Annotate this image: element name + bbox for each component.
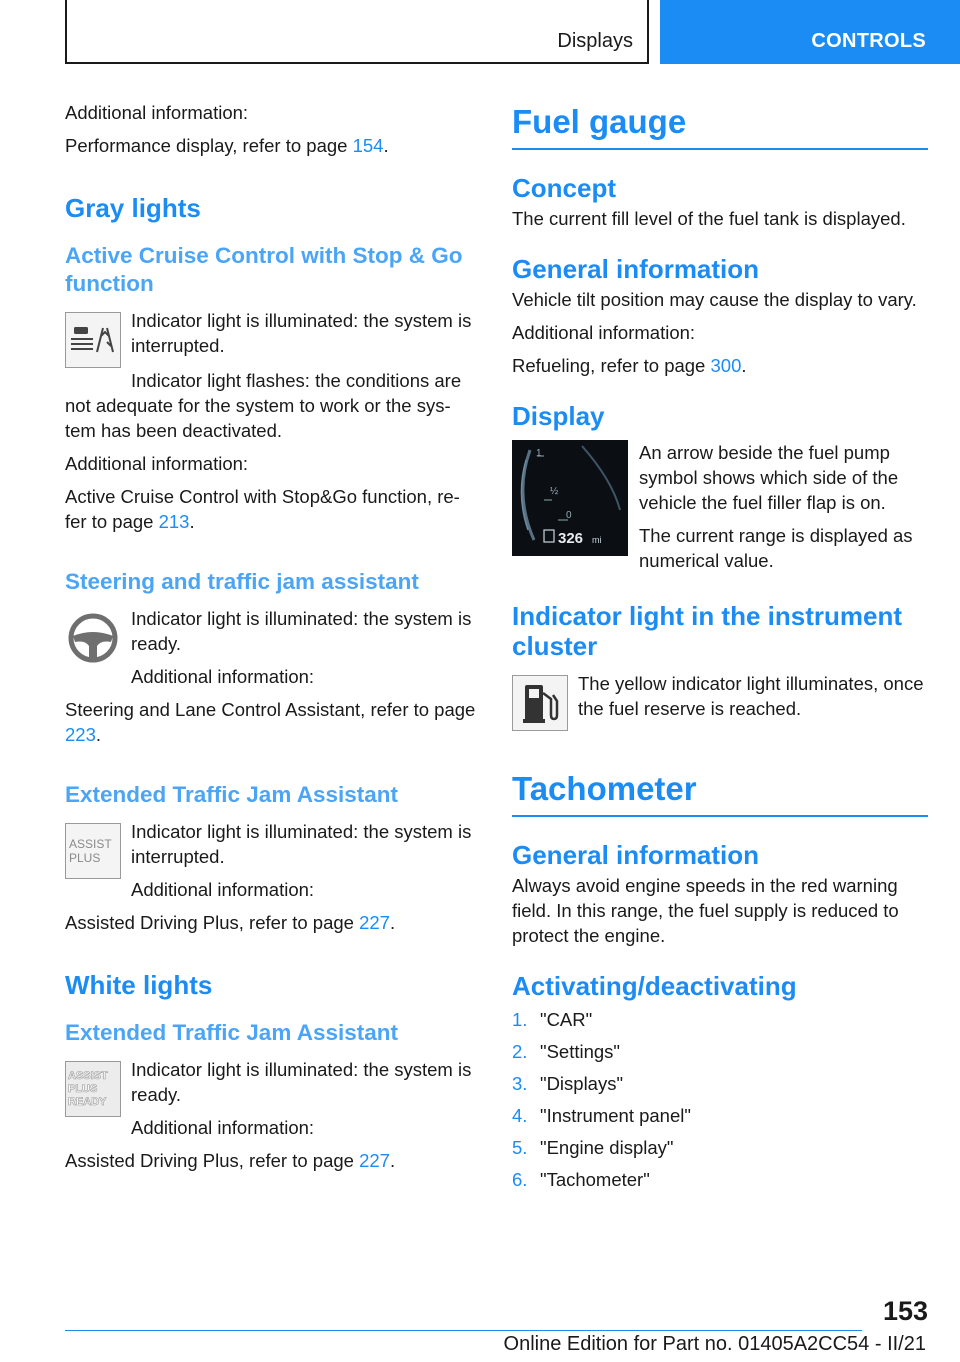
general-info-reference: Refueling, refer to page 300. bbox=[512, 355, 747, 376]
page-number: 153 bbox=[882, 1296, 928, 1326]
indicator-light-text: The yellow indicator light illuminates, once the fuel reserve is reached. bbox=[578, 673, 924, 719]
white-lights-heading: White lights bbox=[65, 970, 213, 1000]
step-item bbox=[512, 1008, 928, 1032]
footer-edition: Online Edition for Part no. 01405A2CC54 - II/21 bbox=[503, 1333, 926, 1355]
sta-indicator-row bbox=[65, 606, 477, 697]
etja-gray-additional: Additional information: bbox=[131, 879, 315, 900]
assist-plus-gray-icon-line2: PLUS bbox=[69, 851, 101, 865]
etja-gray-indicator-row bbox=[65, 819, 477, 910]
sta-additional: Additional information: bbox=[131, 666, 315, 687]
display-heading: Display bbox=[512, 401, 605, 431]
general-info-reference-text: Refueling, refer to page bbox=[512, 355, 711, 376]
header-chapter-title: CONTROLS bbox=[811, 30, 926, 52]
fuel-pump-icon bbox=[512, 675, 568, 731]
step-number: 6. bbox=[512, 1169, 528, 1190]
acc-additional: Additional information: bbox=[65, 453, 249, 474]
header-chapter-tab bbox=[660, 0, 960, 64]
steering-wheel-icon bbox=[65, 610, 121, 666]
gauge-tick-1: 1 bbox=[536, 448, 542, 459]
step-item bbox=[512, 1136, 928, 1160]
step-item bbox=[512, 1072, 928, 1096]
general-info-heading: General information bbox=[512, 254, 760, 284]
etja-white-reference-text: Assisted Driving Plus, refer to page bbox=[65, 1150, 360, 1171]
etja-gray-reference-text: Assisted Driving Plus, refer to page bbox=[65, 912, 360, 933]
intro-reference-text: Performance display, refer to page bbox=[65, 135, 353, 156]
activation-steps bbox=[512, 1008, 928, 1192]
header-section-box bbox=[65, 0, 649, 64]
step-number: 4. bbox=[512, 1105, 528, 1126]
step-text: "CAR" bbox=[540, 1009, 593, 1030]
fuel-gauge-heading: Fuel gauge bbox=[512, 102, 928, 150]
acc-text-2: Indicator light flashes: the conditions are not adequate for the system to work or the sys‐tem has been deactivated. bbox=[65, 370, 462, 441]
gauge-range-unit: mi bbox=[592, 535, 602, 545]
acc-reference: Active Cruise Control with Stop&Go function, re‐fer to page 213. bbox=[65, 486, 460, 532]
page-link-213[interactable]: 213 bbox=[158, 511, 190, 532]
gauge-tick-half: ½ bbox=[550, 486, 559, 497]
general-info-additional: Additional information: bbox=[512, 322, 696, 343]
indicator-light-heading: Indicator light in the instrument cluster bbox=[512, 601, 902, 661]
step-item bbox=[512, 1104, 928, 1128]
assist-ready-icon-line1: ASSIST bbox=[68, 1069, 108, 1082]
step-text: "Instrument panel" bbox=[540, 1105, 691, 1126]
etja-white-reference: Assisted Driving Plus, refer to page 227. bbox=[65, 1150, 396, 1171]
page-link-154[interactable]: 154 bbox=[352, 135, 384, 156]
right-column bbox=[512, 102, 928, 1200]
tachometer-heading: Tachometer bbox=[512, 769, 928, 817]
assist-ready-icon-line3: READY bbox=[68, 1095, 107, 1108]
fuel-indicator-row bbox=[512, 671, 928, 731]
acc-indicator-row bbox=[65, 308, 477, 368]
acc-text-1: Indicator light is illuminated: the system is interrupted. bbox=[131, 310, 472, 356]
intro-reference: Performance display, refer to page 154. bbox=[65, 135, 389, 156]
page-link-227-b[interactable]: 227 bbox=[359, 1150, 390, 1171]
sta-text-1: Indicator light is illuminated: the system is ready. bbox=[131, 608, 472, 654]
concept-heading: Concept bbox=[512, 173, 616, 203]
step-text: "Displays" bbox=[540, 1073, 624, 1094]
step-item bbox=[512, 1040, 928, 1064]
sta-heading: Steering and traffic jam assistant bbox=[65, 569, 419, 594]
activating-heading: Activating/deactivating bbox=[512, 971, 797, 1001]
fuel-gauge-image bbox=[512, 440, 628, 556]
gray-lights-heading: Gray lights bbox=[65, 193, 201, 223]
general-info-text: Vehicle tilt position may cause the display to vary. bbox=[512, 289, 917, 310]
sta-reference-text: Steering and Lane Control Assistant, refer to page bbox=[65, 699, 476, 720]
etja-gray-reference: Assisted Driving Plus, refer to page 227. bbox=[65, 912, 396, 933]
acc-indicator-icon bbox=[65, 312, 121, 368]
step-number: 2. bbox=[512, 1041, 528, 1062]
display-text-1: An arrow beside the fuel pump symbol shows which side of the vehicle the fuel filler flap is on. bbox=[639, 442, 899, 513]
sta-reference: Steering and Lane Control Assistant, refer to page 223. bbox=[65, 699, 476, 745]
step-text: "Tachometer" bbox=[540, 1169, 650, 1190]
step-item bbox=[512, 1168, 928, 1192]
acc-heading: Active Cruise Control with Stop & Go function bbox=[65, 243, 463, 296]
step-number: 5. bbox=[512, 1137, 528, 1158]
footer-divider bbox=[65, 1330, 862, 1331]
acc-reference-text: Active Cruise Control with Stop&Go function, re‐fer to page bbox=[65, 486, 460, 532]
tacho-general-heading: General information bbox=[512, 840, 760, 870]
page-link-300[interactable]: 300 bbox=[710, 355, 742, 376]
assist-plus-ready-icon bbox=[65, 1061, 121, 1117]
display-text-2: The current range is displayed as numerical value. bbox=[639, 525, 913, 571]
step-number: 3. bbox=[512, 1073, 528, 1094]
left-column bbox=[65, 100, 477, 1181]
gauge-range-value: 326 bbox=[558, 530, 584, 547]
step-number: 1. bbox=[512, 1009, 528, 1030]
tacho-general-text: Always avoid engine speeds in the red warning field. In this range, the fuel supply is reduced to protect the engine. bbox=[512, 875, 899, 946]
intro-additional: Additional information: bbox=[65, 102, 249, 123]
assist-plus-gray-icon bbox=[65, 823, 121, 879]
header-section-title: Displays bbox=[557, 30, 633, 52]
step-text: "Settings" bbox=[540, 1041, 620, 1062]
step-text: "Engine display" bbox=[540, 1137, 674, 1158]
display-row bbox=[512, 440, 928, 581]
concept-text: The current fill level of the fuel tank is displayed. bbox=[512, 208, 906, 229]
etja-white-heading: Extended Traffic Jam Assistant bbox=[65, 1020, 399, 1045]
etja-gray-text-1: Indicator light is illuminated: the system is interrupted. bbox=[131, 821, 472, 867]
etja-white-indicator-row bbox=[65, 1057, 477, 1148]
page-link-227-a[interactable]: 227 bbox=[359, 912, 390, 933]
etja-white-additional: Additional information: bbox=[131, 1117, 315, 1138]
assist-ready-icon-line2: PLUS bbox=[68, 1082, 98, 1095]
page-link-223[interactable]: 223 bbox=[65, 724, 96, 745]
etja-gray-heading: Extended Traffic Jam Assistant bbox=[65, 782, 399, 807]
etja-white-text-1: Indicator light is illuminated: the system is ready. bbox=[131, 1059, 472, 1105]
gauge-tick-0: 0 bbox=[566, 510, 572, 521]
assist-plus-gray-icon-line1: ASSIST bbox=[69, 837, 112, 851]
